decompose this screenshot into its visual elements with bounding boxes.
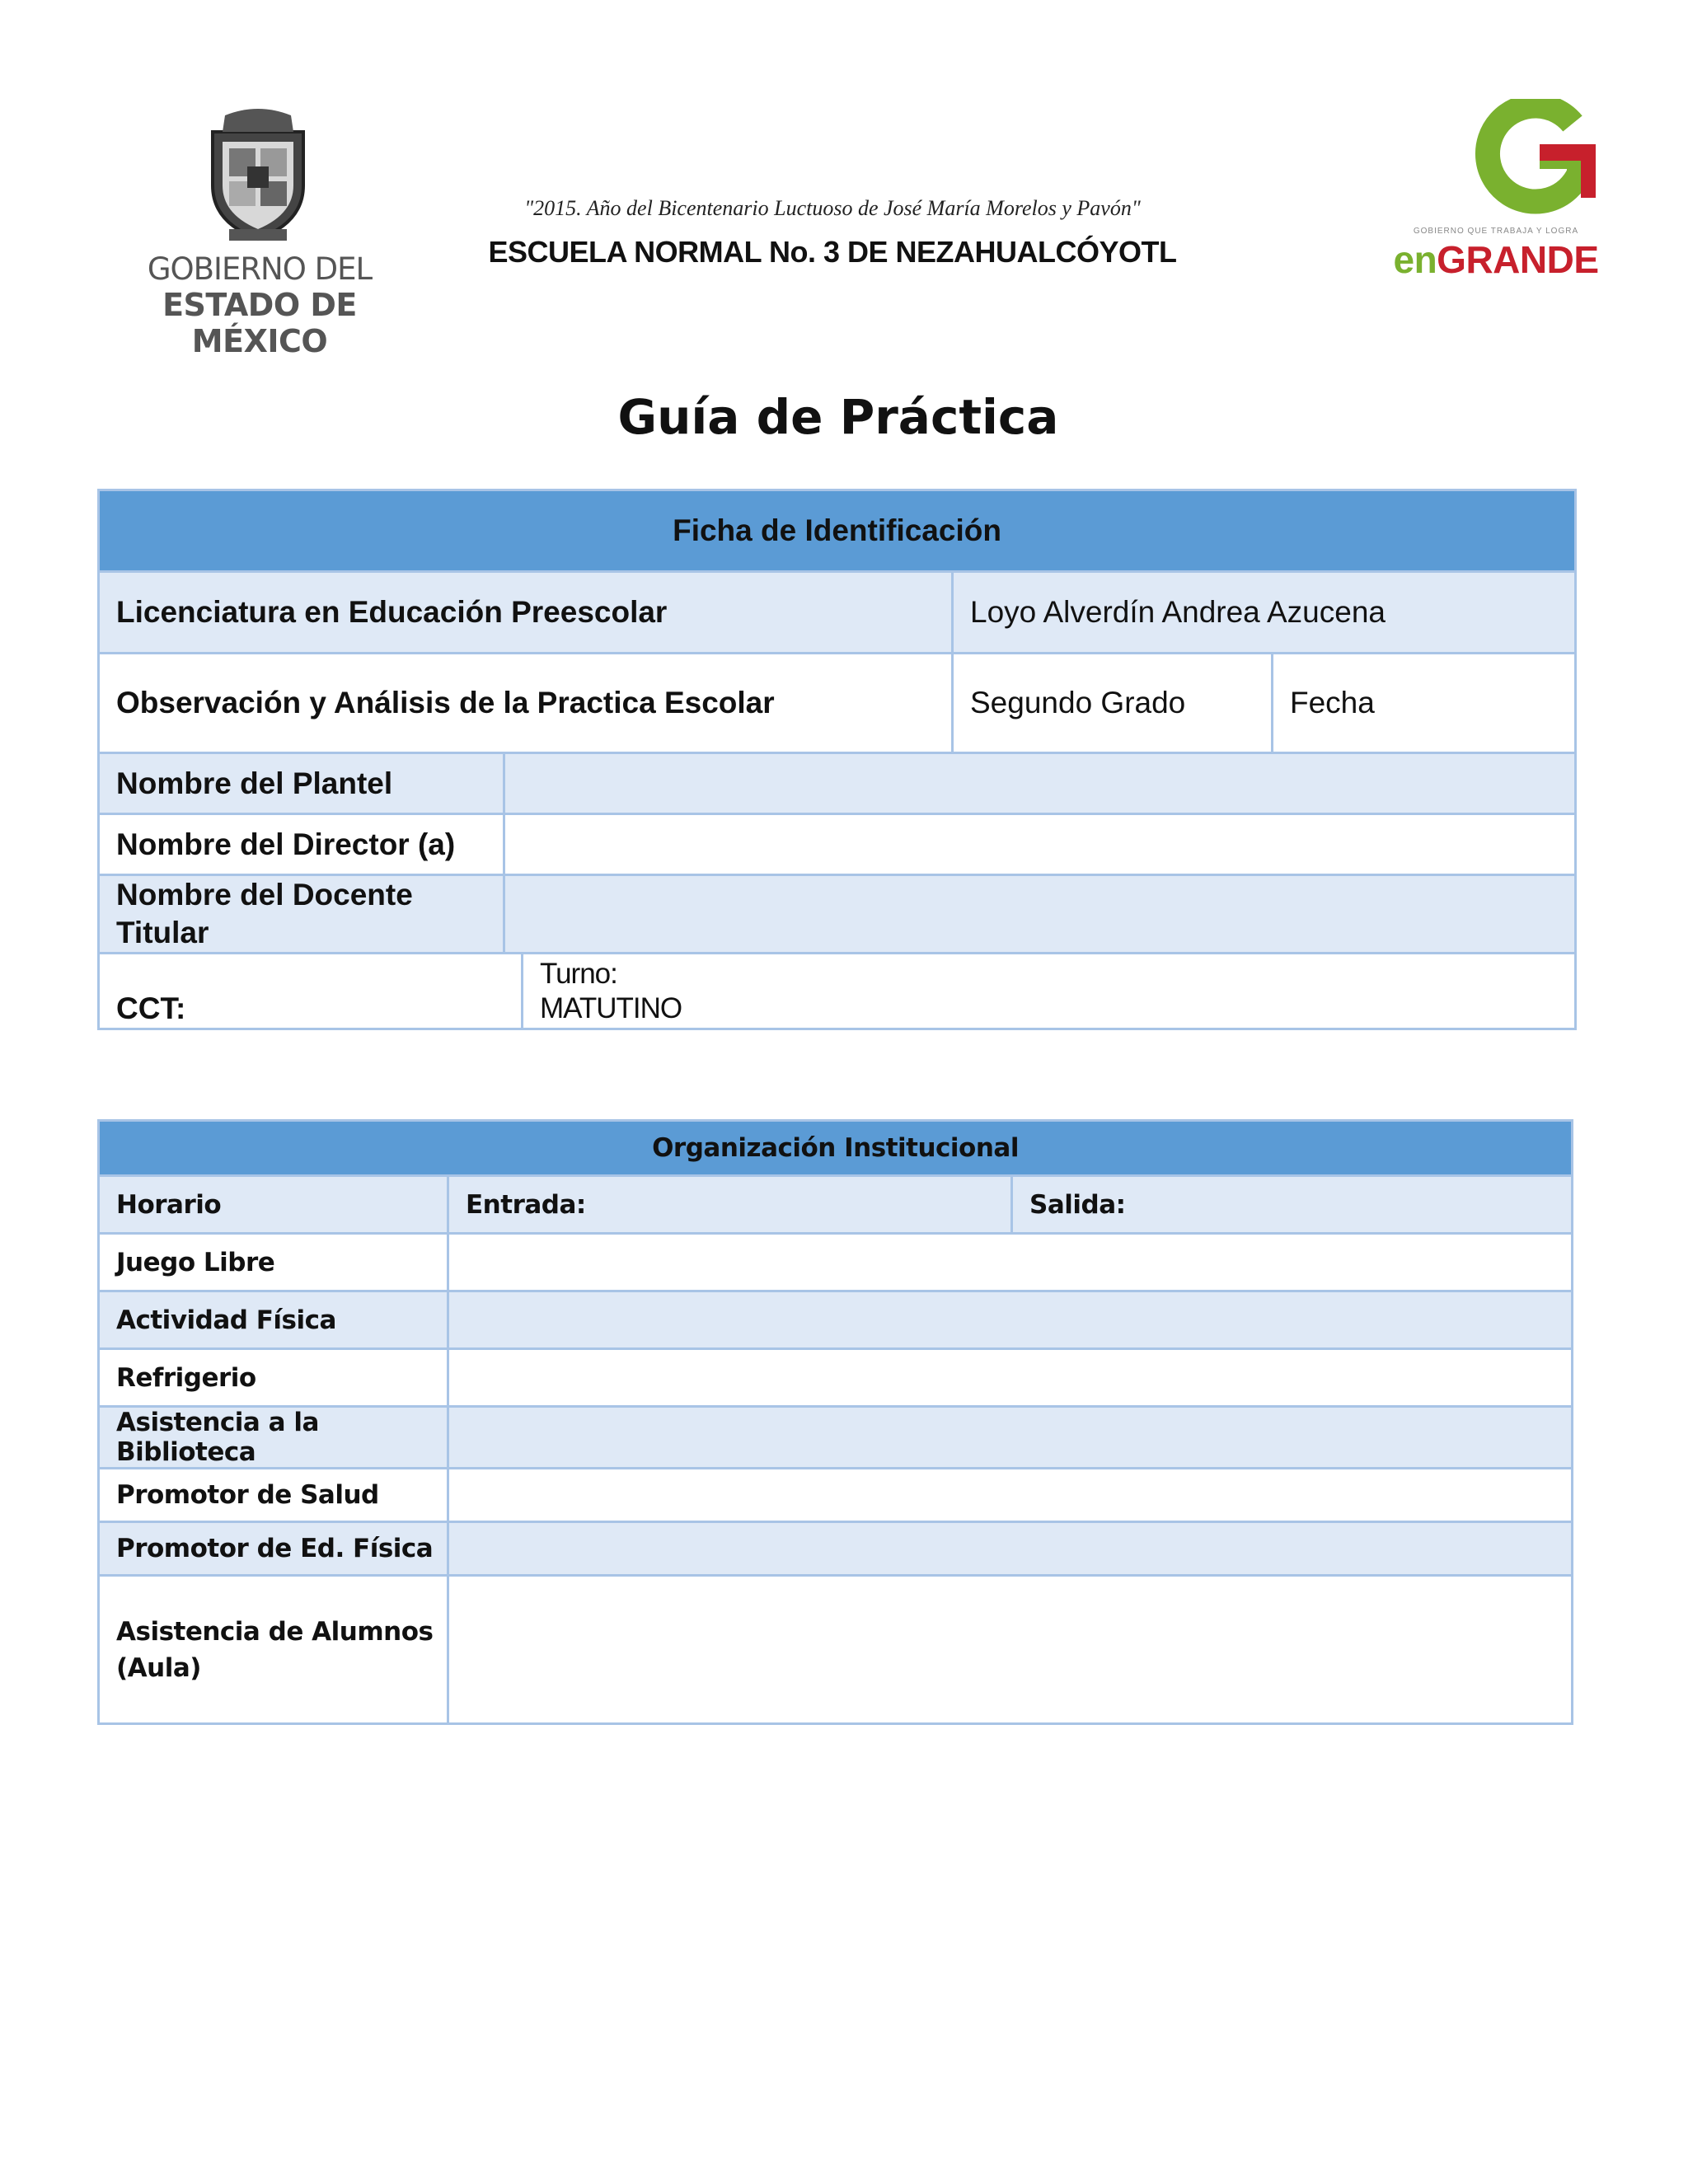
identification-table (97, 489, 1577, 1030)
logo-right-word (1376, 237, 1615, 282)
table-row (99, 1291, 1573, 1349)
organization-heading: Organización Institucional (99, 1121, 1573, 1176)
plantel-label: Nombre del Plantel (99, 753, 504, 814)
motto-text: "2015. Año del Bicentenario Luctuoso de José María Morelos y Pavón" (524, 196, 1141, 220)
table-row (99, 1469, 1573, 1522)
degree-label: Licenciatura en Educación Preescolar (99, 572, 953, 654)
teacher-label: Nombre del Docente Titular (99, 875, 504, 954)
document-title: Guía de Práctica (617, 389, 1059, 445)
refrigerio-label: Refrigerio (99, 1349, 448, 1407)
entrada-label: Entrada: (448, 1176, 1012, 1234)
g-logo-icon (1474, 99, 1597, 214)
identification-header-row (99, 490, 1576, 572)
state-seal-icon (196, 107, 320, 243)
director-value[interactable] (504, 814, 1576, 875)
engrande-logo (1376, 99, 1615, 280)
salud-value[interactable] (448, 1469, 1573, 1522)
salud-label: Promotor de Salud (99, 1469, 448, 1522)
table-row (99, 875, 1576, 954)
turno-value: MATUTINO (540, 991, 682, 1024)
student-name: Loyo Alverdín Andrea Azucena (953, 572, 1576, 654)
table-row (99, 1576, 1573, 1724)
identification-heading: Ficha de Identificación (99, 490, 1576, 572)
table-row (99, 654, 1576, 753)
table-row (99, 1522, 1573, 1576)
logo-word-en: en (1393, 238, 1437, 281)
refrigerio-value[interactable] (448, 1349, 1573, 1407)
table-row (99, 954, 1576, 1029)
logo-left-line1: GOBIERNO DEL (147, 251, 373, 287)
juego-label: Juego Libre (99, 1234, 448, 1291)
table-row (99, 814, 1576, 875)
cct-label: CCT: (99, 954, 523, 1029)
grade-value: Segundo Grado (953, 654, 1273, 753)
organization-header-row (99, 1121, 1573, 1176)
plantel-value[interactable] (504, 753, 1576, 814)
table-row (99, 1349, 1573, 1407)
table-row (99, 572, 1576, 654)
table-row (99, 1234, 1573, 1291)
teacher-value[interactable] (504, 875, 1576, 954)
date-label: Fecha (1273, 654, 1576, 753)
table-row (99, 1407, 1573, 1469)
biblioteca-value[interactable] (448, 1407, 1573, 1469)
table-row (99, 753, 1576, 814)
logo-word-grande: GRANDE (1437, 238, 1599, 281)
table-row (99, 1176, 1573, 1234)
biblioteca-label: Asistencia a la Biblioteca (99, 1407, 448, 1469)
horario-label: Horario (99, 1176, 448, 1234)
alumnos-label: Asistencia de Alumnos (Aula) (99, 1576, 448, 1724)
logo-right-slogan: GOBIERNO QUE TRABAJA Y LOGRA (1413, 227, 1579, 236)
logo-left-line2: ESTADO DE MÉXICO (162, 287, 357, 359)
actividad-label: Actividad Física (99, 1291, 448, 1349)
actividad-value[interactable] (448, 1291, 1573, 1349)
turno-label: Turno: (540, 957, 617, 990)
school-name: ESCUELA NORMAL No. 3 DE NEZAHUALCÓYOTL (488, 235, 1177, 269)
director-label: Nombre del Director (a) (99, 814, 504, 875)
salida-label: Salida: (1012, 1176, 1573, 1234)
juego-value[interactable] (448, 1234, 1573, 1291)
gobierno-estado-mexico-logo (99, 107, 420, 359)
edfisica-label: Promotor de Ed. Física (99, 1522, 448, 1576)
course-label: Observación y Análisis de la Practica Escolar (99, 654, 953, 753)
turno-cell (523, 954, 1576, 1029)
edfisica-value[interactable] (448, 1522, 1573, 1576)
organization-table (97, 1119, 1573, 1725)
alumnos-value[interactable] (448, 1576, 1573, 1724)
